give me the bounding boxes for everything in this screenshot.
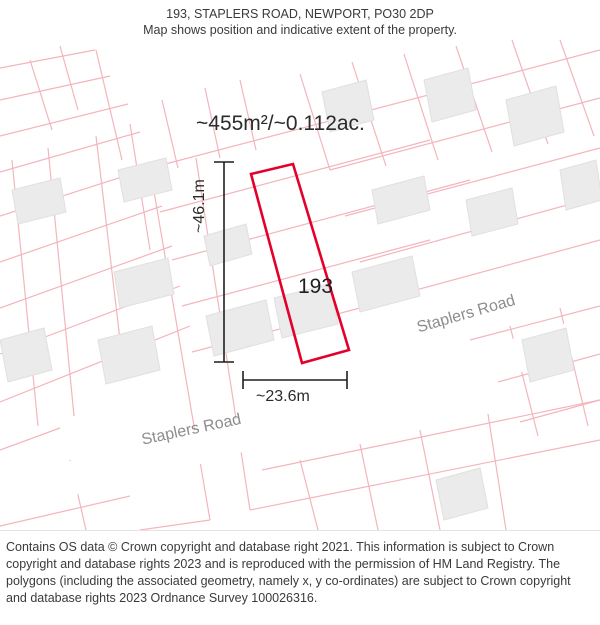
road-label-staplers-road-east: Staplers Road	[415, 292, 518, 337]
plot-area-label: ~455m²/~0.112ac.	[196, 112, 365, 135]
plot-width-label: ~23.6m	[256, 388, 310, 405]
road-label-staplers-road-west: Staplers Road	[140, 410, 243, 449]
plot-height-label: ~46.1m	[191, 179, 208, 233]
page-title: 193, STAPLERS ROAD, NEWPORT, PO30 2DP	[166, 7, 434, 21]
plot-number-label: 193	[298, 275, 334, 298]
copyright-text: Contains OS data © Crown copyright and database right 2021. This information is subject to Crown copyright and database rights 2023 and is reproduced with the permission of HM Land Registry. The polygons (including the associated geometry, namely x, y co-ordinates) are subject to Crown copyright and database rights 2023 Ordnance Survey 100026316.	[6, 540, 571, 605]
map-header	[0, 0, 600, 40]
map-footer	[0, 530, 600, 625]
map-canvas[interactable]	[0, 40, 600, 530]
page-subtitle: Map shows position and indicative extent of the property.	[143, 23, 457, 37]
